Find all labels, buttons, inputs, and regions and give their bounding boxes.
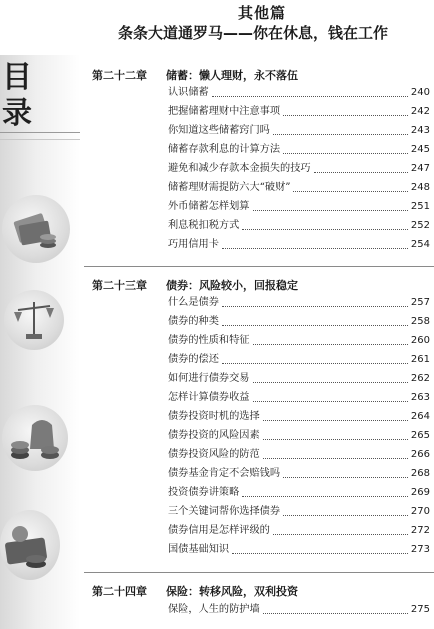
- dot-leader: [283, 515, 408, 516]
- chapter-title: 保险：转移风险，双利投资: [166, 585, 298, 598]
- toc-entry[interactable]: [168, 142, 430, 158]
- toc-entry[interactable]: [168, 485, 430, 501]
- toc-entry-title: 国债基础知识: [168, 544, 230, 555]
- dot-leader: [232, 553, 408, 554]
- toc-entry[interactable]: [168, 390, 430, 406]
- dot-leader: [314, 172, 408, 173]
- toc-entry-page: 269: [410, 487, 430, 498]
- toc-entry-title: 储蓄理财需提防六大“破财”: [168, 182, 291, 193]
- toc-entry-page: 247: [410, 163, 430, 174]
- toc-entry[interactable]: [168, 314, 430, 330]
- toc-entry-page: 268: [410, 468, 430, 479]
- toc-entry[interactable]: [168, 333, 430, 349]
- toc-entry[interactable]: [168, 161, 430, 177]
- toc-entry-page: 252: [410, 220, 430, 231]
- toc-entry-page: 273: [410, 544, 430, 555]
- toc-entry-page: 262: [410, 373, 430, 384]
- toc-entry-page: 260: [410, 335, 430, 346]
- chapter-title: 债券：风险较小，回报稳定: [166, 279, 298, 292]
- scale-illustration: [4, 290, 64, 350]
- section-divider: [84, 572, 434, 573]
- toc-entry-page: 258: [410, 316, 430, 327]
- toc-entry[interactable]: [168, 237, 430, 253]
- dot-leader: [253, 210, 408, 211]
- chapter-number: 第二十二章: [92, 69, 147, 82]
- toc-entry-title: 什么是债券: [168, 297, 219, 308]
- toc-entry[interactable]: [168, 466, 430, 482]
- toc-entry-page: 261: [410, 354, 430, 365]
- dot-leader: [283, 477, 408, 478]
- part-title: 其他篇: [238, 4, 287, 22]
- toc-entry-title: 怎样计算债券收益: [168, 392, 250, 403]
- toc-entry-title: 把握储蓄理财中注意事项: [168, 106, 281, 117]
- toc-entry-title: 外币储蓄怎样划算: [168, 201, 250, 212]
- toc-entry-page: 257: [410, 297, 430, 308]
- toc-entry-title: 三个关键词帮你选择债券: [168, 506, 281, 517]
- toc-entry-title: 你知道这些储蓄窍门吗: [168, 125, 270, 136]
- toc-entry-page: 265: [410, 430, 430, 441]
- dot-leader: [273, 134, 408, 135]
- contents-heading-char-1: 目: [2, 60, 32, 95]
- side-divider-secondary: [0, 139, 80, 140]
- section-divider: [84, 266, 434, 267]
- toc-entry[interactable]: [168, 295, 430, 311]
- money-pile-illustration: [0, 510, 60, 580]
- toc-entry-title: 保险，人生的防护墙: [168, 604, 260, 615]
- toc-entry-title: 债券的种类: [168, 316, 219, 327]
- toc-entry-title: 债券基金肯定不会赔钱吗: [168, 468, 281, 479]
- dot-leader: [222, 325, 408, 326]
- toc-entry-title: 储蓄存款利息的计算方法: [168, 144, 281, 155]
- toc-entry-title: 债券投资的风险因素: [168, 430, 260, 441]
- chapter-heading: [92, 583, 298, 599]
- toc-entry[interactable]: [168, 352, 430, 368]
- toc-entry[interactable]: [168, 199, 430, 215]
- toc-entry[interactable]: [168, 447, 430, 463]
- toc-entry-page: 272: [410, 525, 430, 536]
- toc-entry[interactable]: [168, 542, 430, 558]
- toc-entry[interactable]: [168, 504, 430, 520]
- side-divider: [0, 132, 80, 133]
- toc-entry-title: 认识储蓄: [168, 87, 209, 98]
- toc-entry-page: 243: [410, 125, 430, 136]
- dot-leader: [242, 229, 408, 230]
- toc-entry-page: 251: [410, 201, 430, 212]
- toc-entry-page: 248: [410, 182, 430, 193]
- toc-entry-title: 债券投资时机的选择: [168, 411, 260, 422]
- dot-leader: [212, 96, 408, 97]
- toc-entry[interactable]: [168, 85, 430, 101]
- part-subtitle: 条条大道通罗马——你在休息，钱在工作: [118, 24, 389, 42]
- toc-entry-title: 利息税扣税方式: [168, 220, 240, 231]
- dot-leader: [283, 115, 408, 116]
- dot-leader: [253, 344, 408, 345]
- toc-entry[interactable]: [168, 180, 430, 196]
- toc-entry-title: 巧用信用卡: [168, 239, 219, 250]
- dot-leader: [263, 439, 408, 440]
- dot-leader: [273, 534, 408, 535]
- toc-entry-page: 245: [410, 144, 430, 155]
- toc-entry[interactable]: [168, 409, 430, 425]
- chapter-heading: [92, 67, 298, 83]
- chapter-number: 第二十三章: [92, 279, 147, 292]
- toc-entry-title: 投资债券讲策略: [168, 487, 240, 498]
- toc-entry-title: 债券投资风险的防范: [168, 449, 260, 460]
- toc-entry[interactable]: [168, 523, 430, 539]
- toc-entry-page: 264: [410, 411, 430, 422]
- toc-entry[interactable]: [168, 602, 430, 618]
- page-header: [0, 0, 434, 50]
- dot-leader: [222, 248, 408, 249]
- toc-entry-title: 债券的性质和特征: [168, 335, 250, 346]
- dot-leader: [222, 363, 408, 364]
- contents-heading-char-2: 录: [2, 96, 32, 131]
- dot-leader: [222, 306, 408, 307]
- toc-entry-page: 266: [410, 449, 430, 460]
- toc-entry[interactable]: [168, 104, 430, 120]
- toc-entry-page: 263: [410, 392, 430, 403]
- toc-entry[interactable]: [168, 218, 430, 234]
- contents-heading: [2, 60, 42, 132]
- toc-entry-title: 债券的偿还: [168, 354, 219, 365]
- chapter-title: 储蓄：懒人理财，永不落伍: [166, 69, 298, 82]
- toc-entry-title: 债券信用是怎样评级的: [168, 525, 270, 536]
- toc-entry-page: 240: [410, 87, 430, 98]
- toc-entry-page: 242: [410, 106, 430, 117]
- toc-entry-title: 如何进行债券交易: [168, 373, 250, 384]
- toc-entry-title: 避免和减少存款本金损失的技巧: [168, 163, 311, 174]
- toc-entry-page: 275: [410, 604, 430, 615]
- dot-leader: [263, 613, 408, 614]
- dot-leader: [253, 382, 408, 383]
- dot-leader: [253, 401, 408, 402]
- toc-entry[interactable]: [168, 428, 430, 444]
- chapter-heading: [92, 277, 298, 293]
- toc-entry[interactable]: [168, 371, 430, 387]
- toc-entry[interactable]: [168, 123, 430, 139]
- toc-entry-page: 270: [410, 506, 430, 517]
- dot-leader: [263, 458, 408, 459]
- dot-leader: [293, 191, 407, 192]
- dot-leader: [263, 420, 408, 421]
- coins-illustration: [2, 405, 68, 471]
- toc-entry-page: 254: [410, 239, 430, 250]
- money-stack-illustration: [2, 195, 70, 263]
- chapter-number: 第二十四章: [92, 585, 147, 598]
- dot-leader: [283, 153, 408, 154]
- dot-leader: [242, 496, 408, 497]
